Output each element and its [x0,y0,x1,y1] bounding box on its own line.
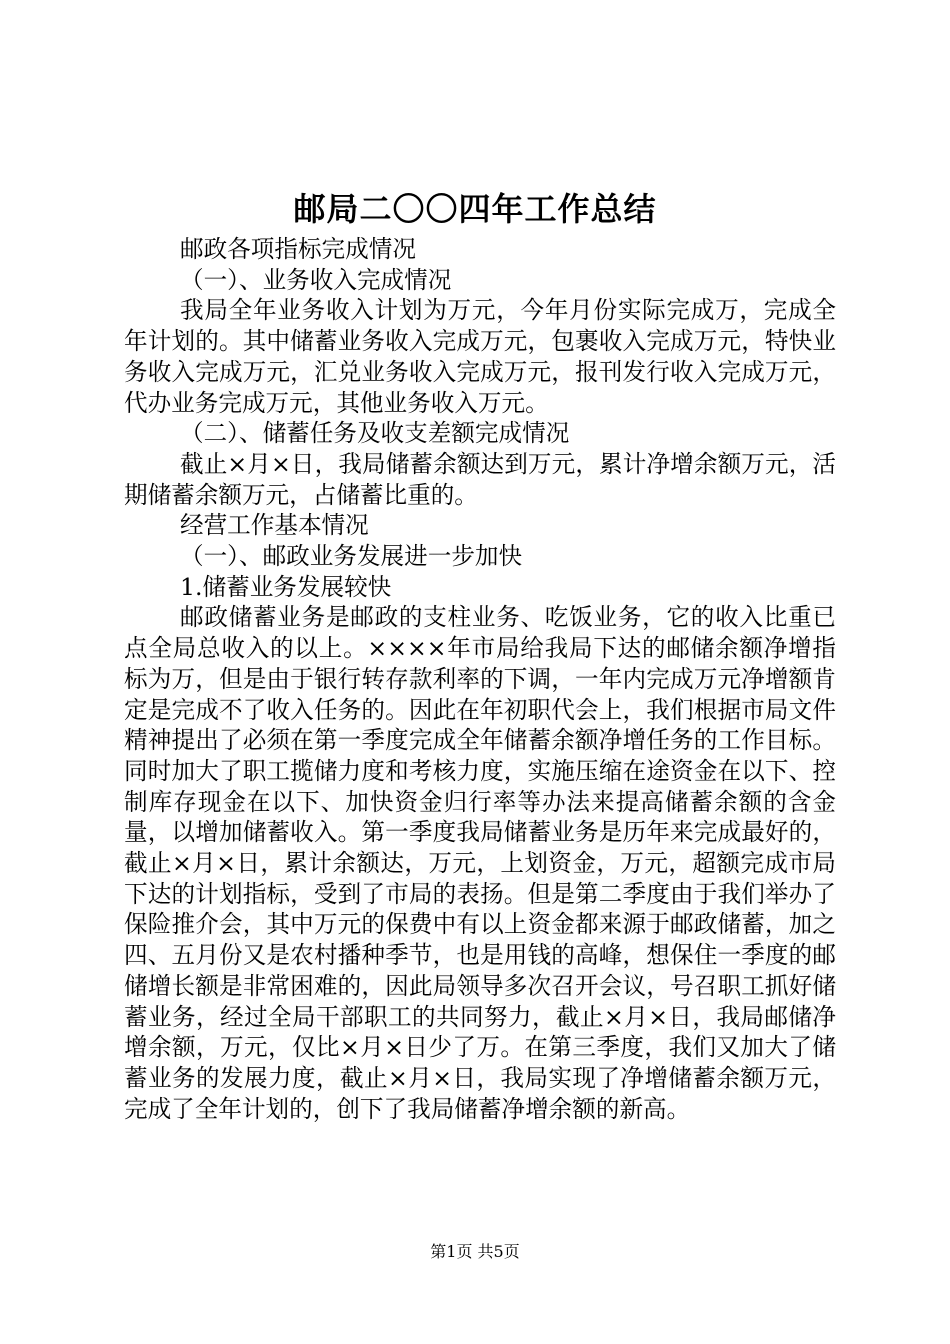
body-paragraph: 我局全年业务收入计划为万元，今年月份实际完成万，完成全年计划的。其中储蓄业务收入完成万元，包裹收入完成万元，特快业务收入完成万元，汇兑业务收入完成万元，报刊发行收入完成万元，代办业务完成万元，其他业务收入万元。 [124,296,836,417]
section-heading: 经营工作基本情况 [180,511,369,540]
section-heading: 邮政各项指标完成情况 [180,235,416,263]
page-number-footer: 第1页 共5页 [430,1242,520,1261]
document-title: 邮局二〇〇四年工作总结 [293,190,657,228]
subsection-heading: （二）、储蓄任务及收支差额完成情况 [180,419,570,448]
subsection-heading: （一）、邮政业务发展进一步加快 [180,542,523,571]
body-paragraph: 邮政储蓄业务是邮政的支柱业务、吃饭业务，它的收入比重已点全局总收入的以上。××××年市局给我局下达的邮储余额净增指标为万，但是由于银行转存款利率的下调，一年内完成万元净增额肯定是完成不了收入任务的。因此在年初职代会上，我们根据市局文件精神提出了必须在第一季度完成全年储蓄余额净增任务的工作目标。同时加大了职工揽储力度和考核力度，实施压缩在途资金在以下、控制库存现金在以下、加快资金归行率等办法来提高储蓄余额的含金量，以增加储蓄收入。第一季度我局储蓄业务是历年来完成最好的，截止×月×日，累计余额达，万元，上划资金，万元，超额完成市局下达的计划指标，受到了市局的表扬。但是第二季度由于我们举办了保险推介会，其中万元的保费中有以上资金都来源于邮政储蓄，加之四、五月份又是农村播种季节，也是用钱的高峰，想保住一季度的邮储增长额是非常困难的，因此局领导多次召开会议，号召职工抓好储蓄业务，经过全局干部职工的共同努力，截止×月×日，我局邮储净增余额，万元，仅比×月×日少了万。在第三季度，我们又加大了储蓄业务的发展力度，截止×月×日，我局实现了净增储蓄余额万元，完成了全年计划的，创下了我局储蓄净增余额的新高。 [124,603,836,1123]
document-body [124,234,836,1124]
body-paragraph: 截止×月×日，我局储蓄余额达到万元，累计净增余额万元，活期储蓄余额万元，占储蓄比重的。 [124,449,836,509]
item-heading: 1.储蓄业务发展较快 [180,572,392,601]
subsection-heading: （一）、业务收入完成情况 [180,265,452,294]
